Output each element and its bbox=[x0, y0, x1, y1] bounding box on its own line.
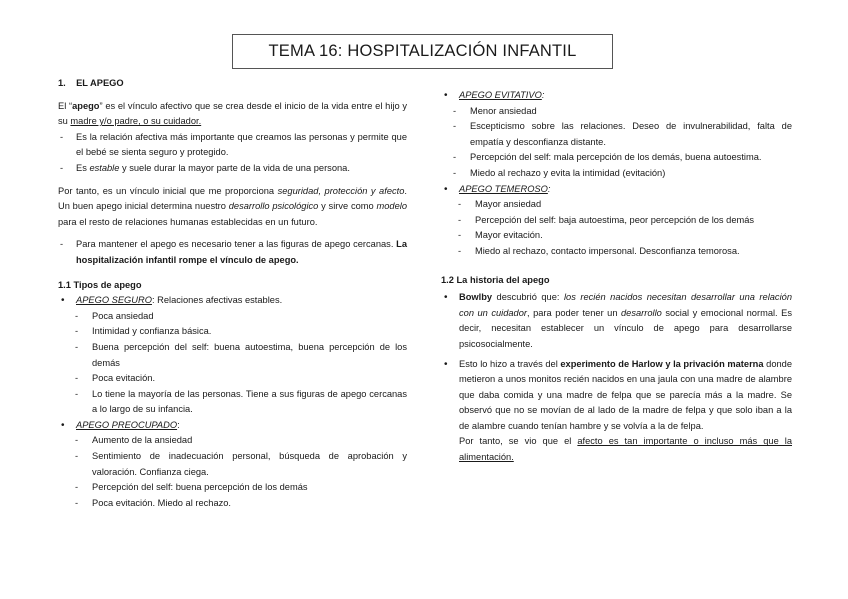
list-item: - Para mantener el apego es necesario tener a las figuras de apego cercanas. La hospitalización infantil rompe el vínculo de apego. bbox=[58, 237, 407, 268]
left-column bbox=[58, 76, 407, 511]
page-title: TEMA 16: HOSPITALIZACIÓN INFANTIL bbox=[232, 34, 613, 69]
list-item: - Mayor evitación. bbox=[441, 228, 792, 244]
list-item: - Escepticismo sobre las relaciones. Deseo de invulnerabilidad, falta de empatía y desconfianza distante. bbox=[441, 119, 792, 150]
list-item: - Aumento de la ansiedad bbox=[58, 433, 407, 449]
right-column bbox=[441, 88, 792, 466]
list-item: - Percepción del self: mala percepción de los demás, buena autoestima. bbox=[441, 150, 792, 166]
list-item: - Poca evitación. Miedo al rechazo. bbox=[58, 496, 407, 512]
section-title: EL APEGO bbox=[76, 78, 124, 88]
list-item: - Lo tiene la mayoría de las personas. Tiene a sus figuras de apego cercanas a lo largo de su infancia. bbox=[58, 387, 407, 418]
list-item: - Miedo al rechazo y evita la intimidad (evitación) bbox=[441, 166, 792, 182]
paragraph: Por tanto, es un vínculo inicial que me proporciona seguridad, protección y afecto. Un buen apego inicial determina nuestro desarrollo psicológico y sirve como modelo para el resto de relaciones humanas establecidas en un futuro. bbox=[58, 185, 407, 227]
list-item: - Miedo al rechazo, contacto impersonal. Desconfianza temorosa. bbox=[441, 244, 792, 260]
list-item: - Poca evitación. bbox=[58, 371, 407, 387]
list-item: • APEGO PREOCUPADO: bbox=[58, 418, 407, 434]
list-item: - Es estable y suele durar la mayor parte de la vida de una persona. bbox=[58, 161, 407, 177]
list-item: • APEGO SEGURO: Relaciones afectivas estables. bbox=[58, 293, 407, 309]
section-heading-1-2: 1.2 La historia del apego bbox=[441, 274, 550, 285]
list-item: - Menor ansiedad bbox=[441, 104, 792, 120]
list-item: • APEGO TEMEROSO: bbox=[441, 182, 792, 198]
list-item: • Bowlby descubrió que: los recién nacidos necesitan desarrollar una relación con un cuidador, para poder tener un desarrollo social y emocional normal. Es decir, necesitan establecer un vínculo de apego para desarrollarse psicosocialmente. bbox=[441, 290, 792, 352]
list-item: • APEGO EVITATIVO: bbox=[441, 88, 792, 104]
conclusion-paragraph: Por tanto, se vio que el afecto es tan importante o incluso más que la alimentación. bbox=[459, 436, 792, 463]
list-item: - Poca ansiedad bbox=[58, 309, 407, 325]
section-heading-1-1: 1.1 Tipos de apego bbox=[58, 279, 142, 290]
list-item: - Buena percepción del self: buena autoestima, buena percepción de los demás bbox=[58, 340, 407, 371]
section-number: 1. bbox=[58, 78, 66, 88]
intro-paragraph: El “apego” es el vínculo afectivo que se crea desde el inicio de la vida entre el hijo y su madre y/o padre, o su cuidador. bbox=[58, 100, 408, 127]
list-item: - Intimidad y confianza básica. bbox=[58, 324, 407, 340]
list-item: - Percepción del self: baja autoestima, peor percepción de los demás bbox=[441, 213, 792, 229]
list-item: • Esto lo hizo a través del experimento de Harlow y la privación materna donde metieron a unos monitos recién nacidos en una jaula con una madre de alambre que daba comida y una madre de felpa que se parecía más a la madre. Se observó que no se movían de al lado de la madre de felpa y que solo iban a la de alambre cuando tenían hambre y se volvía a la de felpa. bbox=[441, 357, 792, 435]
list-item: - Es la relación afectiva más importante que creamos las personas y permite que el bebé se sienta seguro y protegido. bbox=[58, 130, 407, 161]
list-item: - Percepción del self: buena percepción de los demás bbox=[58, 480, 407, 496]
list-item: - Sentimiento de inadecuación personal, búsqueda de aprobación y valoración. Confianza ciega. bbox=[58, 449, 407, 480]
list-item: - Mayor ansiedad bbox=[441, 197, 792, 213]
section-heading-1 bbox=[58, 76, 407, 92]
